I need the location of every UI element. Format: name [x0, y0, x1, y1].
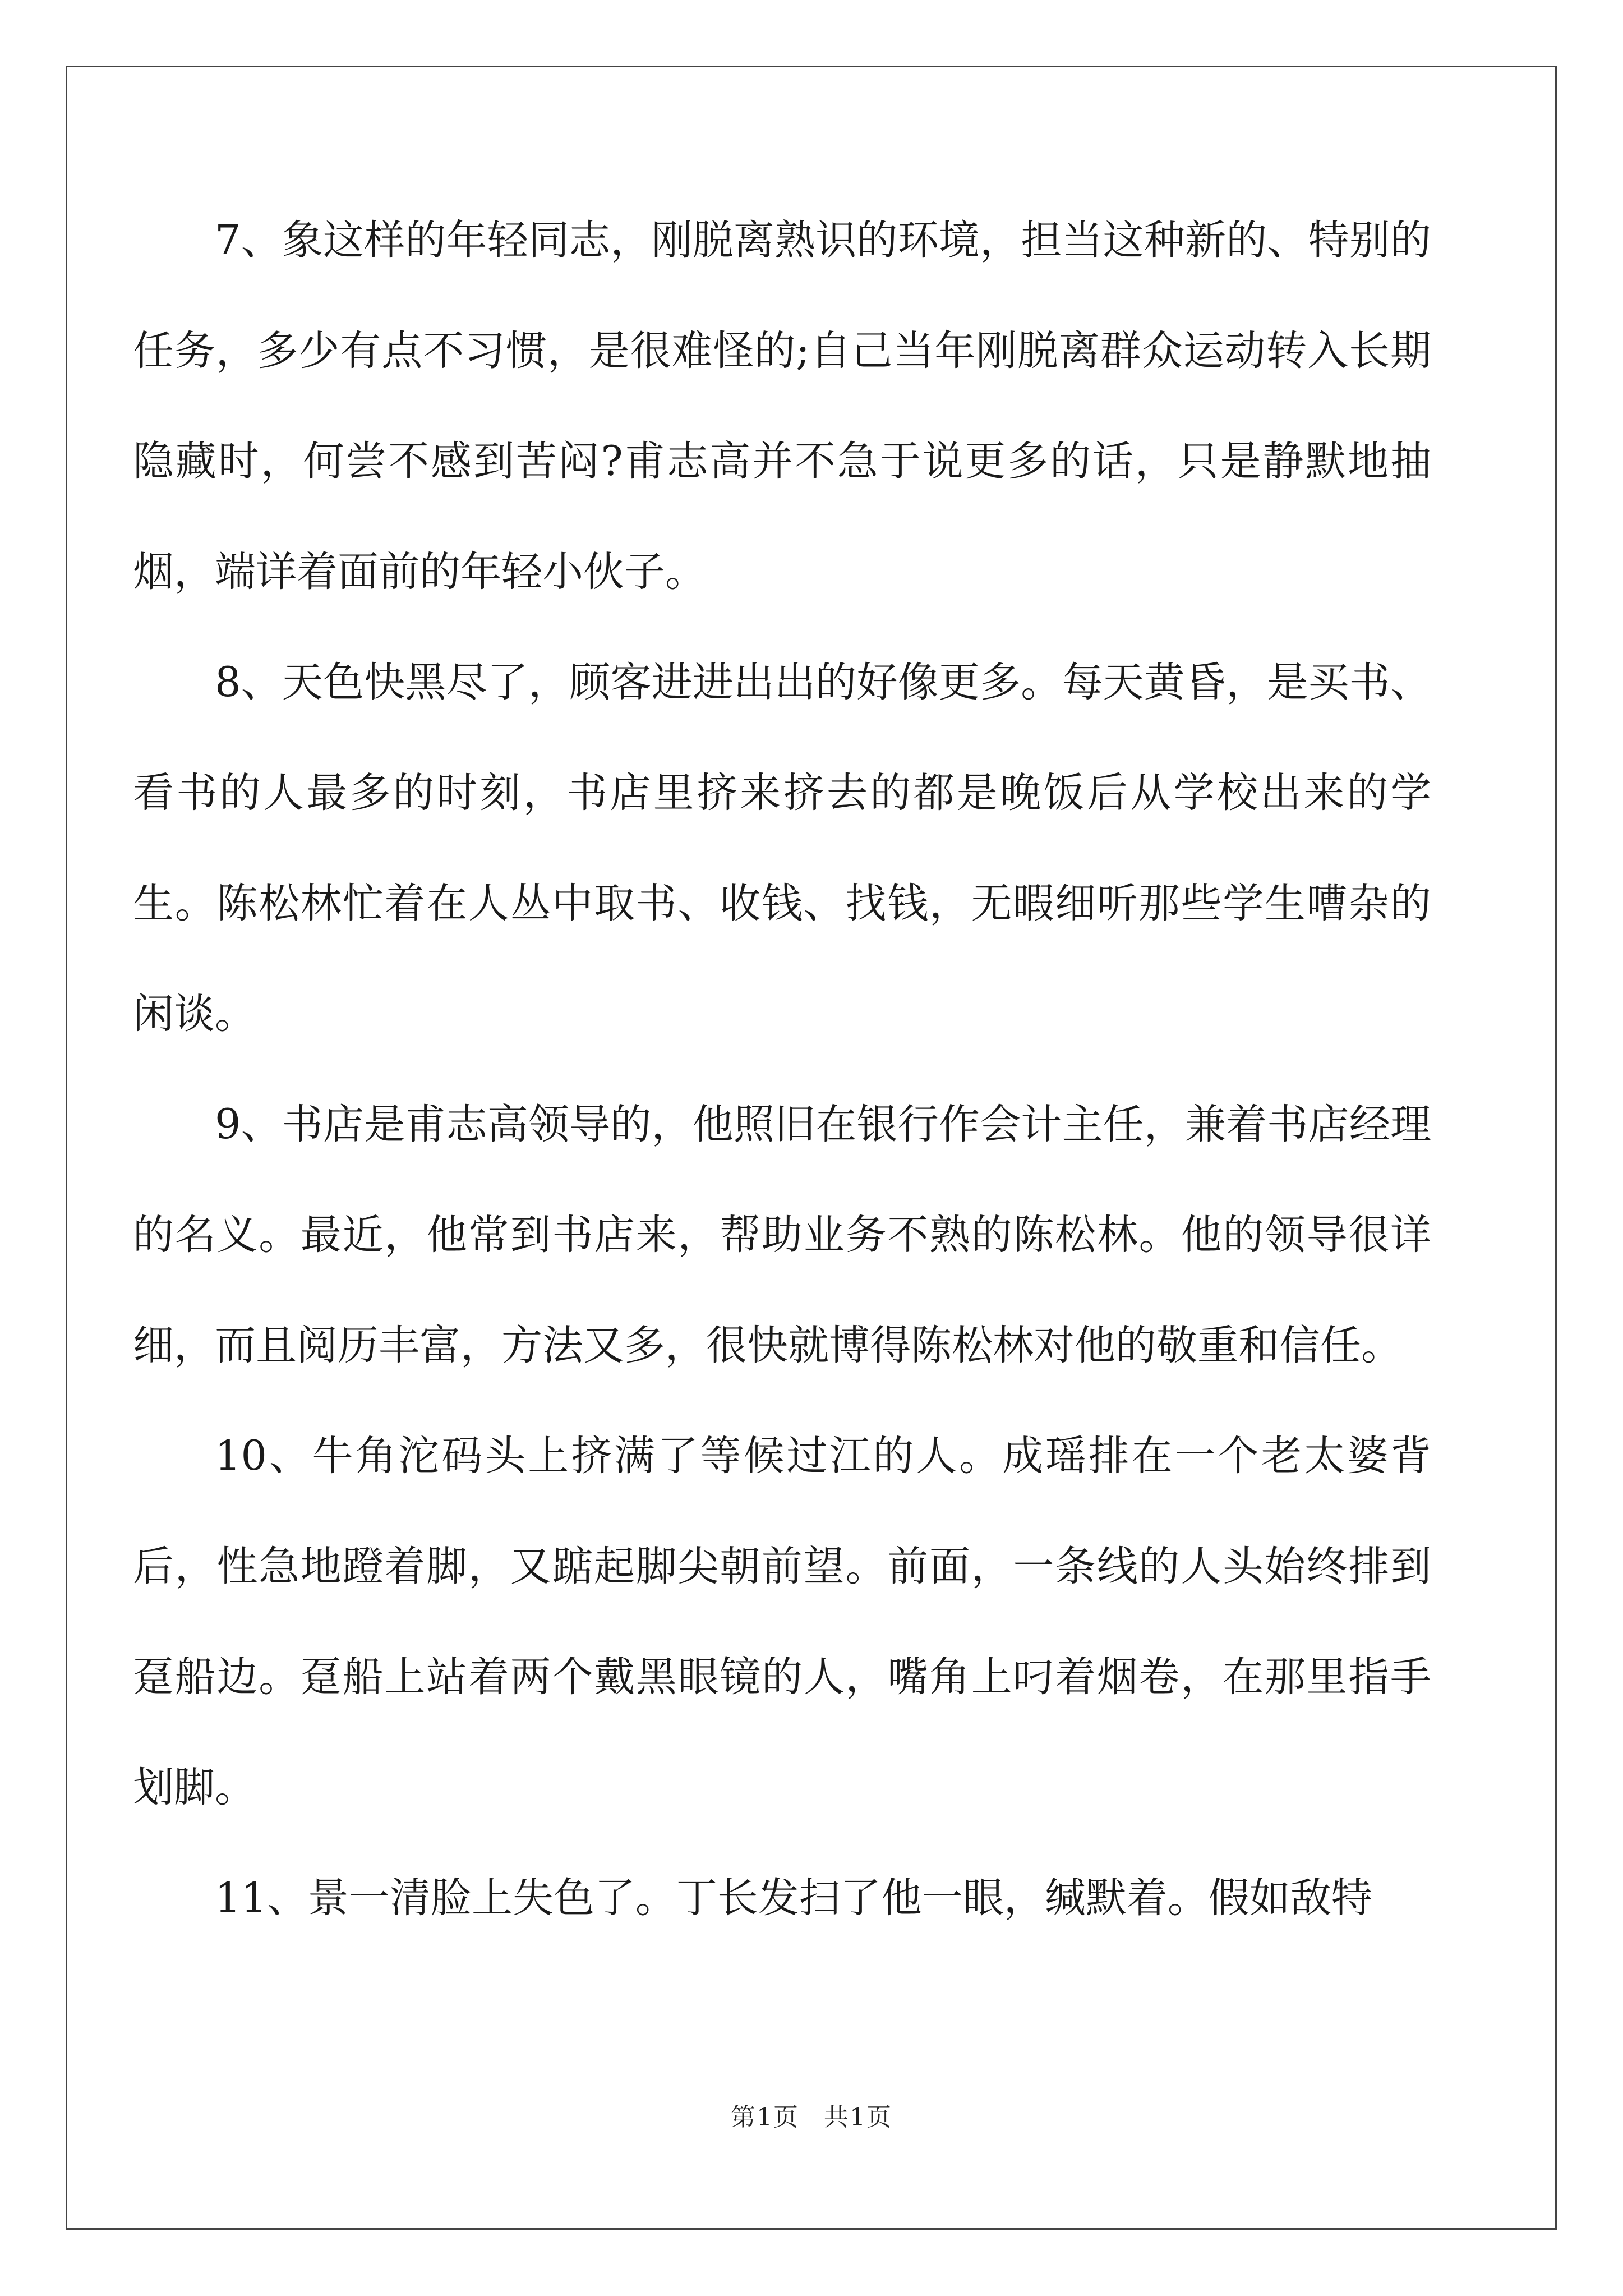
page-number: 第1页	[731, 2103, 799, 2132]
paragraph-9: 9、书店是甫志高领导的，他照旧在银行作会计主任，兼着书店经理的名义。最近，他常到书店来，帮助业务不熟的陈松林。他的领导很详细，而且阅历丰富，方法又多，很快就博得陈松林对他的敬重和信任。	[133, 1101, 1431, 1369]
page-footer	[0, 2097, 1623, 2133]
page-total: 共1页	[824, 2103, 892, 2132]
paragraph-7: 7、象这样的年轻同志，刚脱离熟识的环境，担当这种新的、特别的任务，多少有点不习惯，是很难怪的;自己当年刚脱离群众运动转入长期隐藏时，何尝不感到苦闷?甫志高并不急于说更多的话，只是静默地抽烟，端详着面前的年轻小伙子。	[133, 217, 1431, 596]
paragraph-10: 10、牛角沱码头上挤满了等候过江的人。成瑶排在一个老太婆背后，性急地蹬着脚，又踮起脚尖朝前望。前面，一条线的人头始终排到趸船边。趸船上站着两个戴黑眼镜的人，嘴角上叼着烟卷，在那里指手划脚。	[133, 1432, 1431, 1811]
paragraph-8: 8、天色快黑尽了，顾客进进出出的好像更多。每天黄昏，是买书、看书的人最多的时刻，书店里挤来挤去的都是晚饭后从学校出来的学生。陈松林忙着在人丛中取书、收钱、找钱，无暇细听那些学生嘈杂的闲谈。	[133, 659, 1431, 1038]
document-body	[133, 185, 1431, 1953]
paragraph-11: 11、景一清脸上失色了。丁长发扫了他一眼，缄默着。假如敌特	[215, 1874, 1372, 1922]
